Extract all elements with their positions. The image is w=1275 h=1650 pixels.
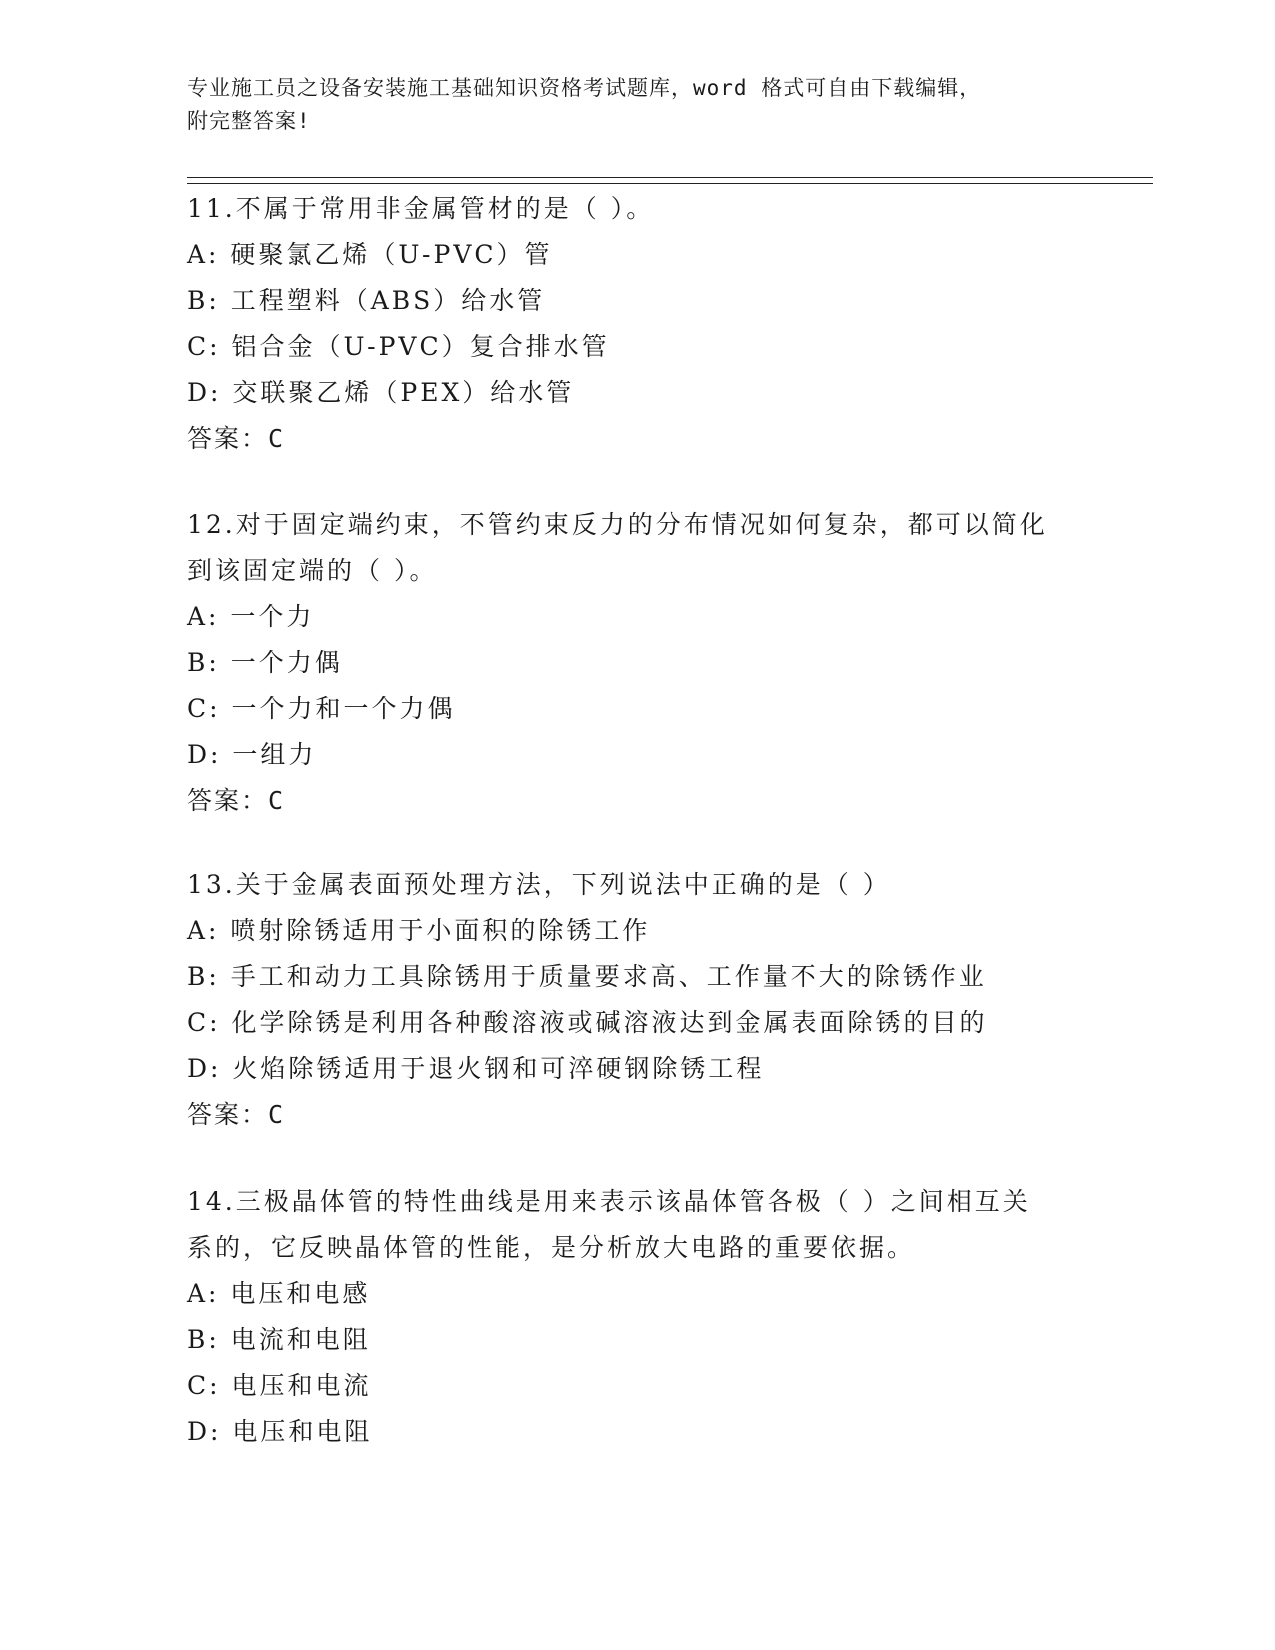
answer-label: 答案： <box>187 1100 269 1129</box>
question-stem: 12.对于固定端约束，不管约束反力的分布情况如何复杂，都可以简化 <box>187 510 1048 539</box>
answer-value: C <box>268 424 286 453</box>
question-12 <box>187 502 1087 824</box>
answer-label: 答案： <box>187 786 269 815</box>
question-13 <box>187 862 1087 1138</box>
option-a: A: 电压和电感 <box>187 1279 371 1308</box>
question-stem: 13.关于金属表面预处理方法，下列说法中正确的是（ ） <box>187 870 891 899</box>
question-stem-continued: 到该固定端的（ ）。 <box>187 556 438 585</box>
option-c: C: 电压和电流 <box>187 1371 372 1400</box>
header-line-2: 附完整答案! <box>187 109 311 133</box>
answer-value: C <box>268 1100 286 1129</box>
option-a: A: 硬聚氯乙烯（U-PVC）管 <box>187 240 553 269</box>
option-d: D: 火焰除锈适用于退火钢和可淬硬钢除锈工程 <box>187 1054 765 1083</box>
answer-value: C <box>268 786 286 815</box>
answer-label: 答案： <box>187 424 269 453</box>
question-stem: 14.三极晶体管的特性曲线是用来表示该晶体管各极（ ）之间相互关 <box>187 1187 1031 1216</box>
option-c: C: 铝合金（U-PVC）复合排水管 <box>187 332 610 361</box>
question-11 <box>187 186 1087 462</box>
option-d: D: 电压和电阻 <box>187 1417 373 1446</box>
option-b: B: 一个力偶 <box>187 648 343 677</box>
option-d: D: 一组力 <box>187 740 317 769</box>
answer-line <box>187 416 1087 462</box>
answer-line <box>187 778 1087 824</box>
answer-line <box>187 1092 1087 1138</box>
header-divider-bottom <box>187 183 1153 184</box>
option-c: C: 一个力和一个力偶 <box>187 694 456 723</box>
option-a: A: 一个力 <box>187 602 315 631</box>
option-a: A: 喷射除锈适用于小面积的除锈工作 <box>187 916 651 945</box>
document-header <box>187 72 1057 138</box>
option-b: B: 手工和动力工具除锈用于质量要求高、工作量不大的除锈作业 <box>187 962 987 991</box>
question-stem-continued: 系的，它反映晶体管的性能，是分析放大电路的重要依据。 <box>187 1233 916 1262</box>
header-line-1: 专业施工员之设备安装施工基础知识资格考试题库，word 格式可自由下载编辑， <box>187 76 982 100</box>
question-stem: 11.不属于常用非金属管材的是（ ）。 <box>187 194 655 223</box>
option-b: B: 工程塑料（ABS）给水管 <box>187 286 546 315</box>
option-d: D: 交联聚乙烯（PEX）给水管 <box>187 378 575 407</box>
question-14 <box>187 1179 1087 1455</box>
option-c: C: 化学除锈是利用各种酸溶液或碱溶液达到金属表面除锈的目的 <box>187 1008 988 1037</box>
header-divider-top <box>187 177 1153 178</box>
option-b: B: 电流和电阻 <box>187 1325 371 1354</box>
